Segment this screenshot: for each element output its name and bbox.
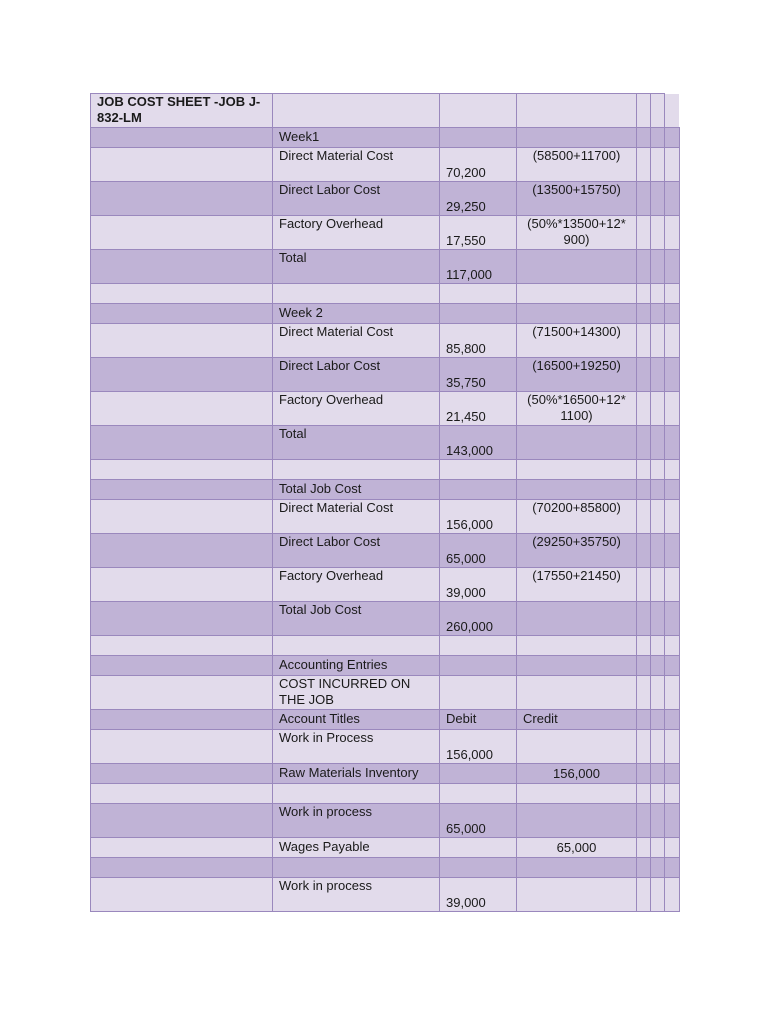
row-amount: 85,800 <box>440 324 517 358</box>
table-row <box>91 568 680 602</box>
row-formula: (50%*16500+12* 1100) <box>517 392 637 426</box>
table-row <box>91 324 680 358</box>
row-amount: Debit <box>440 710 517 730</box>
table-row <box>91 764 680 784</box>
row-formula: Credit <box>517 710 637 730</box>
row-formula <box>517 676 637 710</box>
row-formula <box>517 304 637 324</box>
row-formula: (16500+19250) <box>517 358 637 392</box>
table-row <box>91 500 680 534</box>
row-label: Direct Material Cost <box>273 500 440 534</box>
row-label: Direct Labor Cost <box>273 182 440 216</box>
table-row <box>91 838 680 858</box>
row-formula <box>517 480 637 500</box>
table-row <box>91 804 680 838</box>
table-row <box>91 460 680 480</box>
table-row <box>91 304 680 324</box>
row-label: Direct Labor Cost <box>273 358 440 392</box>
table-row <box>91 676 680 710</box>
row-amount <box>440 304 517 324</box>
row-label <box>273 460 440 480</box>
row-formula <box>517 250 637 284</box>
row-formula: (13500+15750) <box>517 182 637 216</box>
table-row <box>91 216 680 250</box>
row-amount: 65,000 <box>440 534 517 568</box>
row-formula: 156,000 <box>517 764 637 784</box>
row-formula <box>517 858 637 878</box>
row-amount <box>440 676 517 710</box>
row-label: Direct Labor Cost <box>273 534 440 568</box>
row-label: Total Job Cost <box>273 480 440 500</box>
row-amount: 156,000 <box>440 730 517 764</box>
row-label <box>273 636 440 656</box>
table-row <box>91 656 680 676</box>
row-amount <box>440 764 517 784</box>
job-cost-sheet-table <box>90 93 680 912</box>
row-formula <box>517 284 637 304</box>
row-amount: 35,750 <box>440 358 517 392</box>
row-label: Total Job Cost <box>273 602 440 636</box>
row-formula <box>517 656 637 676</box>
row-formula: (29250+35750) <box>517 534 637 568</box>
row-formula: (50%*13500+12* 900) <box>517 216 637 250</box>
row-label <box>273 858 440 878</box>
table-row <box>91 128 680 148</box>
table-row <box>91 480 680 500</box>
row-label: Total <box>273 426 440 460</box>
row-label: Account Titles <box>273 710 440 730</box>
table-row <box>91 426 680 460</box>
table-row <box>91 858 680 878</box>
row-amount <box>440 284 517 304</box>
row-formula: (70200+85800) <box>517 500 637 534</box>
row-formula <box>517 460 637 480</box>
row-label: COST INCURRED ON THE JOB <box>273 676 440 710</box>
row-label: Work in Process <box>273 730 440 764</box>
row-amount <box>440 636 517 656</box>
row-formula <box>517 878 637 912</box>
row-amount <box>440 784 517 804</box>
row-formula <box>517 804 637 838</box>
row-amount: 21,450 <box>440 392 517 426</box>
row-formula: (58500+11700) <box>517 148 637 182</box>
row-label: Work in process <box>273 878 440 912</box>
row-amount <box>440 460 517 480</box>
row-label: Raw Materials Inventory <box>273 764 440 784</box>
row-label: Factory Overhead <box>273 568 440 602</box>
row-label: Week1 <box>273 128 440 148</box>
row-label: Work in process <box>273 804 440 838</box>
row-amount <box>440 858 517 878</box>
row-formula <box>517 426 637 460</box>
row-label <box>273 784 440 804</box>
row-formula: (17550+21450) <box>517 568 637 602</box>
row-amount <box>440 480 517 500</box>
table-row <box>91 284 680 304</box>
row-amount: 117,000 <box>440 250 517 284</box>
table-row <box>91 710 680 730</box>
row-formula <box>517 784 637 804</box>
table-row <box>91 250 680 284</box>
row-label: Direct Material Cost <box>273 148 440 182</box>
table-row <box>91 182 680 216</box>
row-amount: 143,000 <box>440 426 517 460</box>
row-label: Factory Overhead <box>273 392 440 426</box>
row-amount: 65,000 <box>440 804 517 838</box>
table-row <box>91 358 680 392</box>
row-label: Direct Material Cost <box>273 324 440 358</box>
row-amount: 39,000 <box>440 878 517 912</box>
row-label: Week 2 <box>273 304 440 324</box>
table-row <box>91 534 680 568</box>
row-amount <box>440 128 517 148</box>
row-amount <box>440 656 517 676</box>
sheet-title: JOB COST SHEET -JOB J-832-LM <box>91 94 273 128</box>
row-amount: 39,000 <box>440 568 517 602</box>
row-label: Accounting Entries <box>273 656 440 676</box>
table-row <box>91 392 680 426</box>
row-formula <box>517 602 637 636</box>
row-formula: 65,000 <box>517 838 637 858</box>
table-row <box>91 636 680 656</box>
row-amount: 260,000 <box>440 602 517 636</box>
row-amount: 70,200 <box>440 148 517 182</box>
row-formula <box>517 636 637 656</box>
row-formula <box>517 730 637 764</box>
row-amount: 29,250 <box>440 182 517 216</box>
table-row <box>91 784 680 804</box>
row-amount: 17,550 <box>440 216 517 250</box>
row-label <box>273 284 440 304</box>
row-amount <box>440 838 517 858</box>
row-formula: (71500+14300) <box>517 324 637 358</box>
row-label: Wages Payable <box>273 838 440 858</box>
row-amount: 156,000 <box>440 500 517 534</box>
table-row <box>91 730 680 764</box>
table-row <box>91 148 680 182</box>
table-row <box>91 878 680 912</box>
table-row <box>91 602 680 636</box>
row-label: Factory Overhead <box>273 216 440 250</box>
row-label: Total <box>273 250 440 284</box>
title-row <box>91 94 680 128</box>
row-formula <box>517 128 637 148</box>
